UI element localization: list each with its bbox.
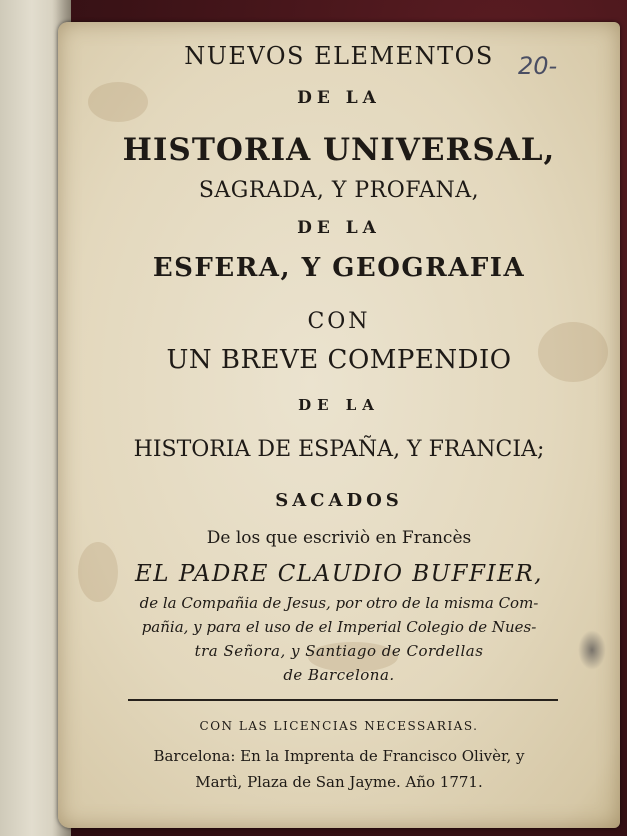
title-line-10: HISTORIA DE ESPAÑA, Y FRANCIA; bbox=[133, 437, 545, 462]
title-line-4: SAGRADA, Y PROFANA, bbox=[198, 178, 480, 203]
handwritten-price-note: 20- bbox=[518, 52, 558, 80]
sacados-label: SACADOS bbox=[275, 490, 403, 511]
title-line-8: UN BREVE COMPENDIO bbox=[166, 345, 512, 375]
attribution-line-4: tra Señora, y Santiago de Cordellas bbox=[194, 642, 484, 660]
attribution-line-2: de la Compañia de Jesus, por otro de la misma Com- bbox=[139, 594, 539, 612]
attribution-line-1: De los que escriviò en Francès bbox=[206, 528, 472, 548]
title-line-7: CON bbox=[307, 309, 371, 334]
attribution-line-5: de Barcelona. bbox=[283, 666, 395, 684]
horizontal-rule bbox=[128, 699, 558, 701]
imprint-line-1: Barcelona: En la Imprenta de Francisco Olivèr, y bbox=[153, 747, 525, 765]
attribution-line-3: pañia, y para el uso de el Imperial Colegio de Nues- bbox=[141, 618, 537, 636]
author-name: EL PADRE CLAUDIO BUFFIER, bbox=[135, 561, 543, 587]
title-line-2: DE LA bbox=[297, 88, 381, 108]
imprint-line-2: Martì, Plaza de San Jayme. Año 1771. bbox=[195, 773, 483, 791]
title-line-9: DE LA bbox=[298, 396, 380, 414]
title-line-5: DE LA bbox=[297, 218, 381, 238]
title-line-3: HISTORIA UNIVERSAL, bbox=[122, 132, 556, 168]
ink-smudge bbox=[578, 630, 606, 670]
title-line-6: ESFERA, Y GEOGRAFIA bbox=[152, 253, 526, 283]
licenses-line: CON LAS LICENCIAS NECESSARIAS. bbox=[199, 719, 479, 733]
title-line-1: NUEVOS ELEMENTOS bbox=[184, 42, 494, 70]
